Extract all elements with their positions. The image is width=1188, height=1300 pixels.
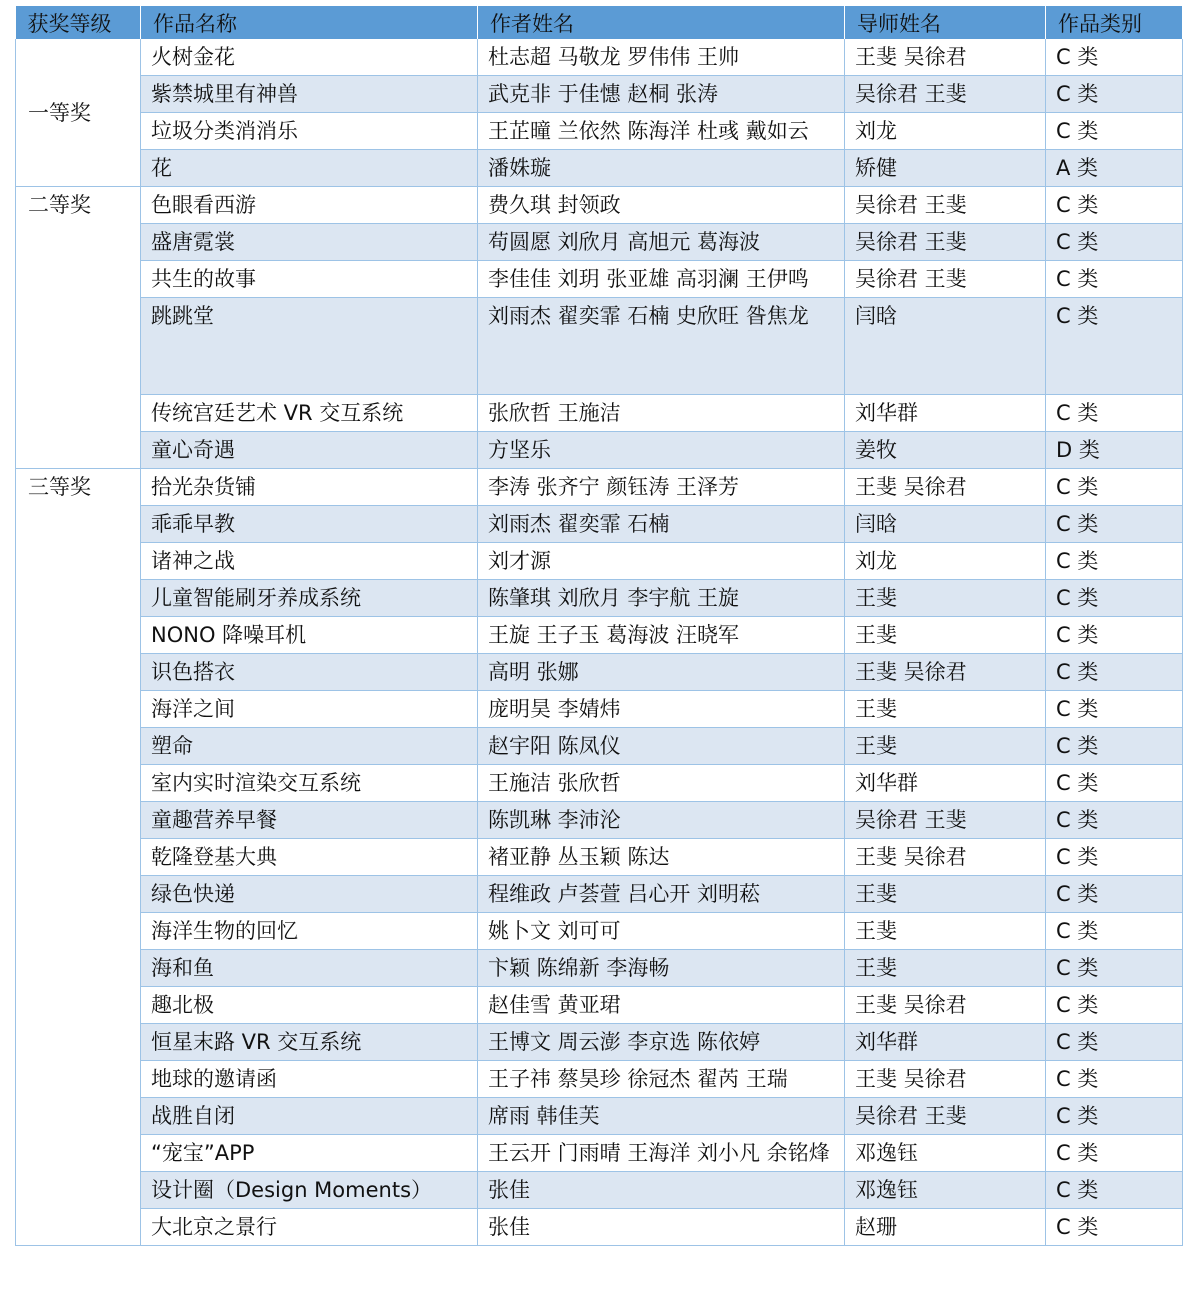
authors-cell: 刘雨杰 翟奕霏 石楠 史欣旺 昝焦龙 — [478, 298, 845, 395]
table-row — [16, 76, 1183, 113]
authors-cell: 张佳 — [478, 1172, 845, 1209]
table-row — [16, 224, 1183, 261]
table-row — [16, 617, 1183, 654]
mentor-cell: 矫健 — [845, 150, 1046, 187]
work-name-cell: 地球的邀请函 — [141, 1061, 478, 1098]
work-name-cell: “宠宝”APP — [141, 1135, 478, 1172]
table-row — [16, 1209, 1183, 1246]
table-row — [16, 654, 1183, 691]
authors-cell: 王博文 周云澎 李京选 陈依婷 — [478, 1024, 845, 1061]
mentor-cell: 刘华群 — [845, 395, 1046, 432]
table-row — [16, 1061, 1183, 1098]
authors-cell: 陈凯琳 李沛沦 — [478, 802, 845, 839]
mentor-cell: 吴徐君 王斐 — [845, 1098, 1046, 1135]
work-name-cell: 乾隆登基大典 — [141, 839, 478, 876]
category-cell: C 类 — [1046, 728, 1183, 765]
table-row — [16, 506, 1183, 543]
work-name-cell: 绿色快递 — [141, 876, 478, 913]
work-name-cell: 盛唐霓裳 — [141, 224, 478, 261]
authors-cell: 褚亚静 丛玉颖 陈达 — [478, 839, 845, 876]
work-name-cell: 海洋之间 — [141, 691, 478, 728]
authors-cell: 程维政 卢荟萱 吕心开 刘明菘 — [478, 876, 845, 913]
authors-cell: 王旋 王子玉 葛海波 汪晓军 — [478, 617, 845, 654]
table-row — [16, 432, 1183, 469]
table-row — [16, 39, 1183, 76]
category-cell: C 类 — [1046, 261, 1183, 298]
category-cell: C 类 — [1046, 654, 1183, 691]
category-cell: C 类 — [1046, 1061, 1183, 1098]
category-cell: C 类 — [1046, 1024, 1183, 1061]
table-body — [16, 39, 1183, 1246]
category-cell: C 类 — [1046, 1172, 1183, 1209]
table-row — [16, 839, 1183, 876]
authors-cell: 方坚乐 — [478, 432, 845, 469]
table-row — [16, 580, 1183, 617]
table-row — [16, 395, 1183, 432]
work-name-cell: 紫禁城里有神兽 — [141, 76, 478, 113]
work-name-cell: 诸神之战 — [141, 543, 478, 580]
mentor-cell: 王斐 吴徐君 — [845, 39, 1046, 76]
award-level-cell: 一等奖 — [16, 39, 141, 187]
category-cell: C 类 — [1046, 765, 1183, 802]
mentor-cell: 吴徐君 王斐 — [845, 224, 1046, 261]
table-row — [16, 1024, 1183, 1061]
category-cell: C 类 — [1046, 1209, 1183, 1246]
authors-cell: 张欣哲 王施洁 — [478, 395, 845, 432]
category-cell: A 类 — [1046, 150, 1183, 187]
work-name-cell: 垃圾分类消消乐 — [141, 113, 478, 150]
authors-cell: 李涛 张齐宁 颜钰涛 王泽芳 — [478, 469, 845, 506]
table-row — [16, 298, 1183, 395]
authors-cell: 武克非 于佳憓 赵桐 张涛 — [478, 76, 845, 113]
work-name-cell: 海洋生物的回忆 — [141, 913, 478, 950]
mentor-cell: 邓逸钰 — [845, 1172, 1046, 1209]
mentor-cell: 王斐 — [845, 580, 1046, 617]
header-level: 获奖等级 — [16, 6, 141, 39]
category-cell: C 类 — [1046, 1098, 1183, 1135]
mentor-cell: 姜牧 — [845, 432, 1046, 469]
work-name-cell: 花 — [141, 150, 478, 187]
mentor-cell: 闫晗 — [845, 506, 1046, 543]
category-cell: C 类 — [1046, 913, 1183, 950]
table-row — [16, 1135, 1183, 1172]
work-name-cell: 色眼看西游 — [141, 187, 478, 224]
header-work-name: 作品名称 — [141, 6, 478, 39]
authors-cell: 费久琪 封领政 — [478, 187, 845, 224]
work-name-cell: 火树金花 — [141, 39, 478, 76]
mentor-cell: 王斐 吴徐君 — [845, 987, 1046, 1024]
table-row — [16, 1172, 1183, 1209]
category-cell: C 类 — [1046, 76, 1183, 113]
mentor-cell: 赵珊 — [845, 1209, 1046, 1246]
category-cell: D 类 — [1046, 432, 1183, 469]
table-row — [16, 950, 1183, 987]
header-mentor: 导师姓名 — [845, 6, 1046, 39]
work-name-cell: 共生的故事 — [141, 261, 478, 298]
table-row — [16, 187, 1183, 224]
authors-cell: 刘才源 — [478, 543, 845, 580]
work-name-cell: 设计圈（Design Moments） — [141, 1172, 478, 1209]
category-cell: C 类 — [1046, 839, 1183, 876]
mentor-cell: 吴徐君 王斐 — [845, 76, 1046, 113]
authors-cell: 高明 张娜 — [478, 654, 845, 691]
mentor-cell: 吴徐君 王斐 — [845, 261, 1046, 298]
category-cell: C 类 — [1046, 617, 1183, 654]
authors-cell: 王云开 门雨晴 王海洋 刘小凡 余铭烽 — [478, 1135, 845, 1172]
category-cell: C 类 — [1046, 543, 1183, 580]
work-name-cell: 传统宫廷艺术 VR 交互系统 — [141, 395, 478, 432]
mentor-cell: 吴徐君 王斐 — [845, 187, 1046, 224]
table-row — [16, 913, 1183, 950]
work-name-cell: 室内实时渲染交互系统 — [141, 765, 478, 802]
mentor-cell: 王斐 — [845, 617, 1046, 654]
mentor-cell: 闫晗 — [845, 298, 1046, 395]
category-cell: C 类 — [1046, 113, 1183, 150]
authors-cell: 席雨 韩佳芙 — [478, 1098, 845, 1135]
category-cell: C 类 — [1046, 187, 1183, 224]
mentor-cell: 刘龙 — [845, 113, 1046, 150]
category-cell: C 类 — [1046, 691, 1183, 728]
category-cell: C 类 — [1046, 950, 1183, 987]
category-cell: C 类 — [1046, 506, 1183, 543]
category-cell: C 类 — [1046, 224, 1183, 261]
category-cell: C 类 — [1046, 469, 1183, 506]
work-name-cell: 童心奇遇 — [141, 432, 478, 469]
award-level-cell: 二等奖 — [16, 187, 141, 469]
table-row — [16, 543, 1183, 580]
work-name-cell: 乖乖早教 — [141, 506, 478, 543]
table-row — [16, 728, 1183, 765]
work-name-cell: 识色搭衣 — [141, 654, 478, 691]
mentor-cell: 刘华群 — [845, 1024, 1046, 1061]
authors-cell: 赵宇阳 陈凤仪 — [478, 728, 845, 765]
authors-cell: 李佳佳 刘玥 张亚雄 高羽澜 王伊鸣 — [478, 261, 845, 298]
authors-cell: 姚卜文 刘可可 — [478, 913, 845, 950]
authors-cell: 赵佳雪 黄亚珺 — [478, 987, 845, 1024]
authors-cell: 张佳 — [478, 1209, 845, 1246]
category-cell: C 类 — [1046, 1135, 1183, 1172]
work-name-cell: NONO 降噪耳机 — [141, 617, 478, 654]
authors-cell: 王施洁 张欣哲 — [478, 765, 845, 802]
authors-cell: 潘姝璇 — [478, 150, 845, 187]
mentor-cell: 邓逸钰 — [845, 1135, 1046, 1172]
work-name-cell: 跳跳堂 — [141, 298, 478, 395]
table-row — [16, 113, 1183, 150]
mentor-cell: 王斐 — [845, 876, 1046, 913]
work-name-cell: 趣北极 — [141, 987, 478, 1024]
header-row — [16, 6, 1183, 39]
mentor-cell: 王斐 吴徐君 — [845, 839, 1046, 876]
mentor-cell: 王斐 — [845, 950, 1046, 987]
header-category: 作品类别 — [1046, 6, 1183, 39]
table-row — [16, 765, 1183, 802]
mentor-cell: 王斐 — [845, 691, 1046, 728]
work-name-cell: 战胜自闭 — [141, 1098, 478, 1135]
category-cell: C 类 — [1046, 876, 1183, 913]
mentor-cell: 王斐 — [845, 913, 1046, 950]
mentor-cell: 王斐 吴徐君 — [845, 1061, 1046, 1098]
table-row — [16, 691, 1183, 728]
mentor-cell: 刘龙 — [845, 543, 1046, 580]
authors-cell: 陈肇琪 刘欣月 李宇航 王旋 — [478, 580, 845, 617]
work-name-cell: 儿童智能刷牙养成系统 — [141, 580, 478, 617]
category-cell: C 类 — [1046, 39, 1183, 76]
work-name-cell: 塑命 — [141, 728, 478, 765]
mentor-cell: 王斐 — [845, 728, 1046, 765]
authors-cell: 卞颖 陈绵新 李海畅 — [478, 950, 845, 987]
category-cell: C 类 — [1046, 987, 1183, 1024]
mentor-cell: 吴徐君 王斐 — [845, 802, 1046, 839]
authors-cell: 刘雨杰 翟奕霏 石楠 — [478, 506, 845, 543]
table-row — [16, 876, 1183, 913]
table-row — [16, 150, 1183, 187]
authors-cell: 杜志超 马敬龙 罗伟伟 王帅 — [478, 39, 845, 76]
authors-cell: 苟圆愿 刘欣月 高旭元 葛海波 — [478, 224, 845, 261]
table-row — [16, 802, 1183, 839]
work-name-cell: 海和鱼 — [141, 950, 478, 987]
header-authors: 作者姓名 — [478, 6, 845, 39]
mentor-cell: 王斐 吴徐君 — [845, 654, 1046, 691]
mentor-cell: 王斐 吴徐君 — [845, 469, 1046, 506]
category-cell: C 类 — [1046, 580, 1183, 617]
authors-cell: 庞明昊 李婧炜 — [478, 691, 845, 728]
award-level-cell: 三等奖 — [16, 469, 141, 1246]
table-row — [16, 987, 1183, 1024]
category-cell: C 类 — [1046, 802, 1183, 839]
work-name-cell: 童趣营养早餐 — [141, 802, 478, 839]
category-cell: C 类 — [1046, 395, 1183, 432]
table-row — [16, 1098, 1183, 1135]
authors-cell: 王芷曈 兰依然 陈海洋 杜彧 戴如云 — [478, 113, 845, 150]
work-name-cell: 大北京之景行 — [141, 1209, 478, 1246]
work-name-cell: 拾光杂货铺 — [141, 469, 478, 506]
category-cell: C 类 — [1046, 298, 1183, 395]
work-name-cell: 恒星末路 VR 交互系统 — [141, 1024, 478, 1061]
table-row — [16, 469, 1183, 506]
awards-table — [15, 6, 1183, 1246]
table-row — [16, 261, 1183, 298]
authors-cell: 王子祎 蔡昊珍 徐冠杰 翟芮 王瑞 — [478, 1061, 845, 1098]
mentor-cell: 刘华群 — [845, 765, 1046, 802]
